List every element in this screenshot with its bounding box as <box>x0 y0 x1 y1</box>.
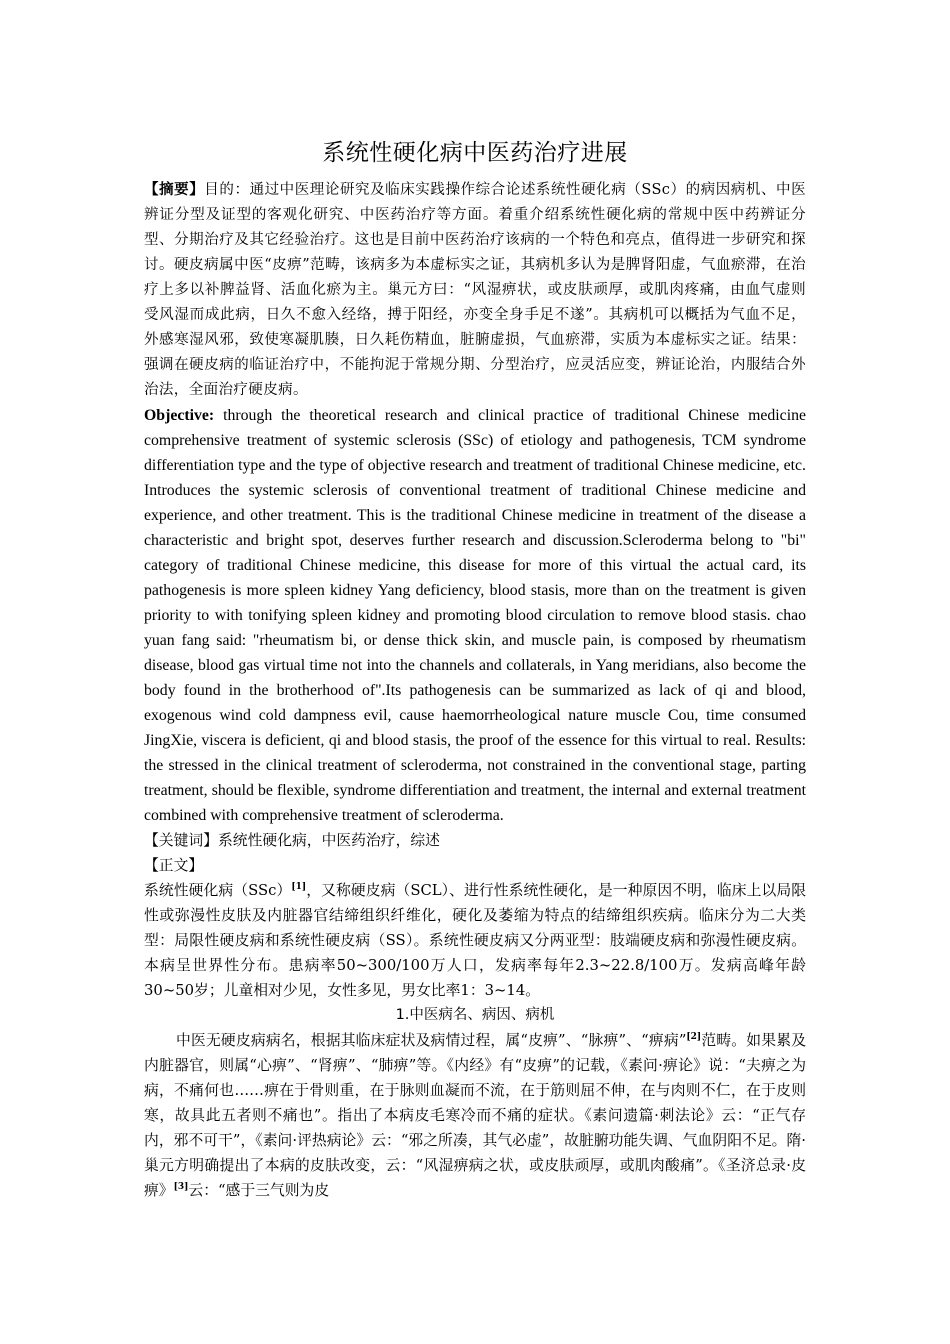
body-label: 【正文】 <box>144 857 204 874</box>
keywords-text: 系统性硬化病，中医药治疗，综述 <box>218 832 440 849</box>
section-1-text-2: 范畴。如果累及内脏器官，则属“心痹”、“肾痹”、“肺痹”等。《内经》有“皮痹”的记载，《素问·痹论》说：“夫痹之为病，不痛何也……痹在于骨则重，在于脉则血凝而不流，在于筋则屈不伸，在与肉则不仁，在于皮则寒，故具此五者则不痛也”。指出了本病皮毛寒冷而不痛的症状。《素问遗篇·刺法论》云：“正气存内，邪不可干”，《素问·评热病论》云：“邪之所凑，其气必虚”，故脏腑功能失调、气血阴阳不足。隋·巢元方明确提出了本病的皮肤改变，云：“风湿痹病之状，或皮肤顽厚，或肌肉酸痛”。《圣济总录·皮痹》 <box>144 1032 806 1199</box>
page-title: 系统性硬化病中医药治疗进展 <box>322 140 628 166</box>
abstract-zh-text: 目的：通过中医理论研究及临床实践操作综合论述系统性硬化病（SSc）的病因病机、中医辨证分型及证型的客观化研究、中医药治疗等方面。着重介绍系统性硬化病的常规中医中药辨证分型、分期治疗及其它经验治疗。这也是目前中医药治疗该病的一个特色和亮点，值得进一步研究和探讨。硬皮病属中医“皮痹”范畴，该病多为本虚标实之证，其病机多认为是脾肾阳虚，气血瘀滞，在治疗上多以补脾益肾、活血化瘀为主。巢元方曰：“风湿痹状，或皮肤顽厚，或肌肉疼痛，由血气虚则受风湿而成此病，日久不愈入经络，搏于阳经，亦变全身手足不遂”。其病机可以概括为气血不足，外感寒湿风邪，致使寒凝肌腠，日久耗伤精血，脏腑虚损，气血瘀滞，实质为本虚标实之证。结果：强调在硬皮病的临证治疗中，不能拘泥于常规分期、分型治疗，应灵活应变，辨证论治，内服结合外治法，全面治疗硬皮病。 <box>144 182 806 398</box>
keywords-label: 【关键词】 <box>144 832 218 849</box>
section-1-text-3: 云：“感于三气则为皮 <box>188 1182 330 1199</box>
intro-text-2: ，又称硬皮病（SCL）、进行性系统性硬化，是一种原因不明，临床上以局限性或弥漫性皮肤及内脏器官结缔组织纤维化，硬化及萎缩为特点的结缔组织疾病。临床分为二大类型：局限性硬皮病和系统性硬皮病（SS）。系统性硬皮病又分两亚型：肢端硬皮病和弥漫性硬皮病。本病呈世界性分布。患病率50~300/100万人口，发病率每年2.3~22.8/100万。发病高峰年龄30~50岁；儿童相对少见，女性多见，男女比率1：3~14。 <box>144 882 806 999</box>
citation-2: [2] <box>686 1032 702 1042</box>
abstract-label: 【摘要】 <box>144 181 205 198</box>
abstract-zh <box>144 177 806 403</box>
abstract-en-text: through the theoretical research and clinical practice of traditional Chinese medicine comprehensive treatment of systemic sclerosis (SSc) of etiology and pathogenesis, TCM syndrome differentiation type and the type of objective research and treatment of traditional Chinese medicine, etc. Introduces the systemic sclerosis of conventional treatment of traditional Chinese medicine and experience, and other treatment. This is the traditional Chinese medicine in treatment of the disease a characteristic and bright spot, deserves further research and discussion.Scleroderma belong to "bi" category of traditional Chinese medicine, this disease for more of this virtual the actual card, its pathogenesis is more spleen kidney Yang deficiency, blood stasis, more than on the treatment is given priority to with tonifying spleen kidney and promoting blood circulation to remove blood stasis. chao yuan fang said: "rheumatism bi, or dense thick skin, and muscle pain, is composed by rheumatism disease, blood gas virtual time not into the channels and collaterals, in Yang meridians, also become the body found in the brotherhood of".Its pathogenesis can be summarized as lack of qi and blood, exogenous wind cold dampness evil, cause haemorrheological nature muscle Cou, time consumed JingXie, viscera is deficient, qi and blood stasis, the proof of the essence for this virtual to real. Results: the stressed in the clinical treatment of scleroderma, not constrained in the conventional stage, parting treatment, should be flexible, syndrome differentiation and treatment, the internal and external treatment combined with comprehensive treatment of scleroderma. <box>144 407 806 824</box>
intro-paragraph <box>144 878 806 1003</box>
document-body <box>144 130 806 1203</box>
section-1-paragraph <box>144 1028 806 1203</box>
intro-text-1: 系统性硬化病（SSc） <box>144 882 292 899</box>
abstract-en-label: Objective: <box>144 407 215 424</box>
citation-1: [1] <box>291 882 307 892</box>
section-1-heading: 1.中医病名、病因、病机 <box>395 1007 555 1023</box>
abstract-en <box>144 403 806 828</box>
section-1-text-1: 中医无硬皮病病名，根据其临床症状及病情过程，属“皮痹”、“脉痹”、“痹病” <box>176 1032 687 1049</box>
keywords <box>144 828 806 853</box>
citation-3: [3] <box>173 1182 189 1192</box>
